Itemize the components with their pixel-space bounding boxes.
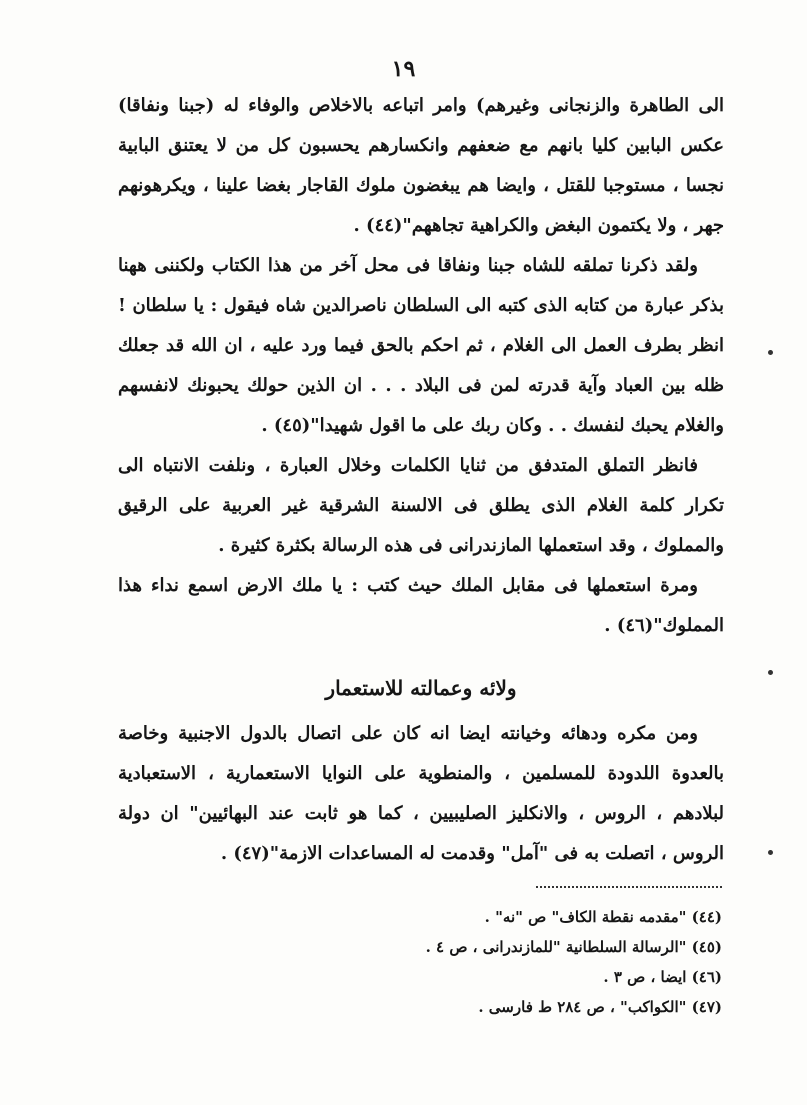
paragraph: ولقد ذكرنا تملقه للشاه جبنا ونفاقا فى محل آخر من هذا الكتاب ولكننى ههنا بذكر عبارة من كتابه الذى كتبه الى السلطان ناصرالدين شاه فيقول : يا سلطان ! انظر بطرف العمل الى الغلام ، ثم احكم بالحق فيما ورد عليه ، ان الله قد جعلك ظله بين العباد وآية قدرته لمن فى البلاد . . . ان الذين حولك يحبونك لانفسهم والغلام يحبك لنفسك . . وكان ربك على ما اقول شهيدا"(٤٥) . [118, 255, 724, 436]
footnotes [360, 902, 722, 1022]
paragraph: ومرة استعملها فى مقابل الملك حيث كتب : يا ملك الارض اسمع نداء هذا المملوك"(٤٦) . [118, 575, 724, 636]
footnote: (٤٥) "الرسالة السلطانية "للمازندرانى ، ص ٤ . [425, 938, 722, 956]
scan-speck [768, 350, 773, 355]
paragraph: ومن مكره ودهائه وخيانته ايضا انه كان على اتصال بالدول الاجنبية وخاصة بالعدوة اللدودة للمسلمين ، والمنطوية على النوايا الاستعمارية ، الاستعبادية لبلادهم ، الروس ، والانكليز الصليبيين ، كما هو ثابت عند البهائيين" ان دولة الروس ، اتصلت به فى "آمل" وقدمت له المساعدات الازمة"(٤٧) . [118, 723, 724, 864]
footnote: (٤٤) "مقدمه نقطة الكاف" ص "نه" . [484, 908, 722, 926]
section-text [118, 714, 724, 874]
paragraph: فانظر التملق المتدفق من ثنايا الكلمات وخلال العبارة ، ونلفت الانتباه الى تكرار كلمة الغلام الذى يطلق فى الالسنة الشرقية غير العربية على الرقيق والمملوك ، وقد استعملها المازندرانى فى هذه الرسالة بكثرة كثيرة . [118, 455, 724, 556]
footnote: (٤٧) "الكواكب" ، ص ٢٨٤ ط فارسى . [478, 998, 722, 1016]
scan-speck [768, 850, 773, 855]
footnote: (٤٦) ايضا ، ص ٣ . [603, 968, 722, 986]
main-text [118, 86, 724, 646]
footnote-divider [536, 886, 722, 888]
page-number: ١٩ [391, 56, 416, 82]
paragraph: الى الطاهرة والزنجانى وغيرهم) وامر اتباعه بالاخلاص والوفاء له (جبنا ونفاقا) عكس البابين كليا بانهم مع ضعفهم وانكسارهم يحسبون كل من لا يعتنق البابية نجسا ، مستوجبا للقتل ، وايضا هم يبغضون ملوك القاجار بغضا علينا ، ويكرهونهم جهر ، ولا يكتمون البغض والكراهية تجاههم"(٤٤) . [118, 95, 724, 236]
section-heading: ولائه وعمالته للاستعمار [325, 676, 517, 700]
scan-speck [768, 670, 773, 675]
